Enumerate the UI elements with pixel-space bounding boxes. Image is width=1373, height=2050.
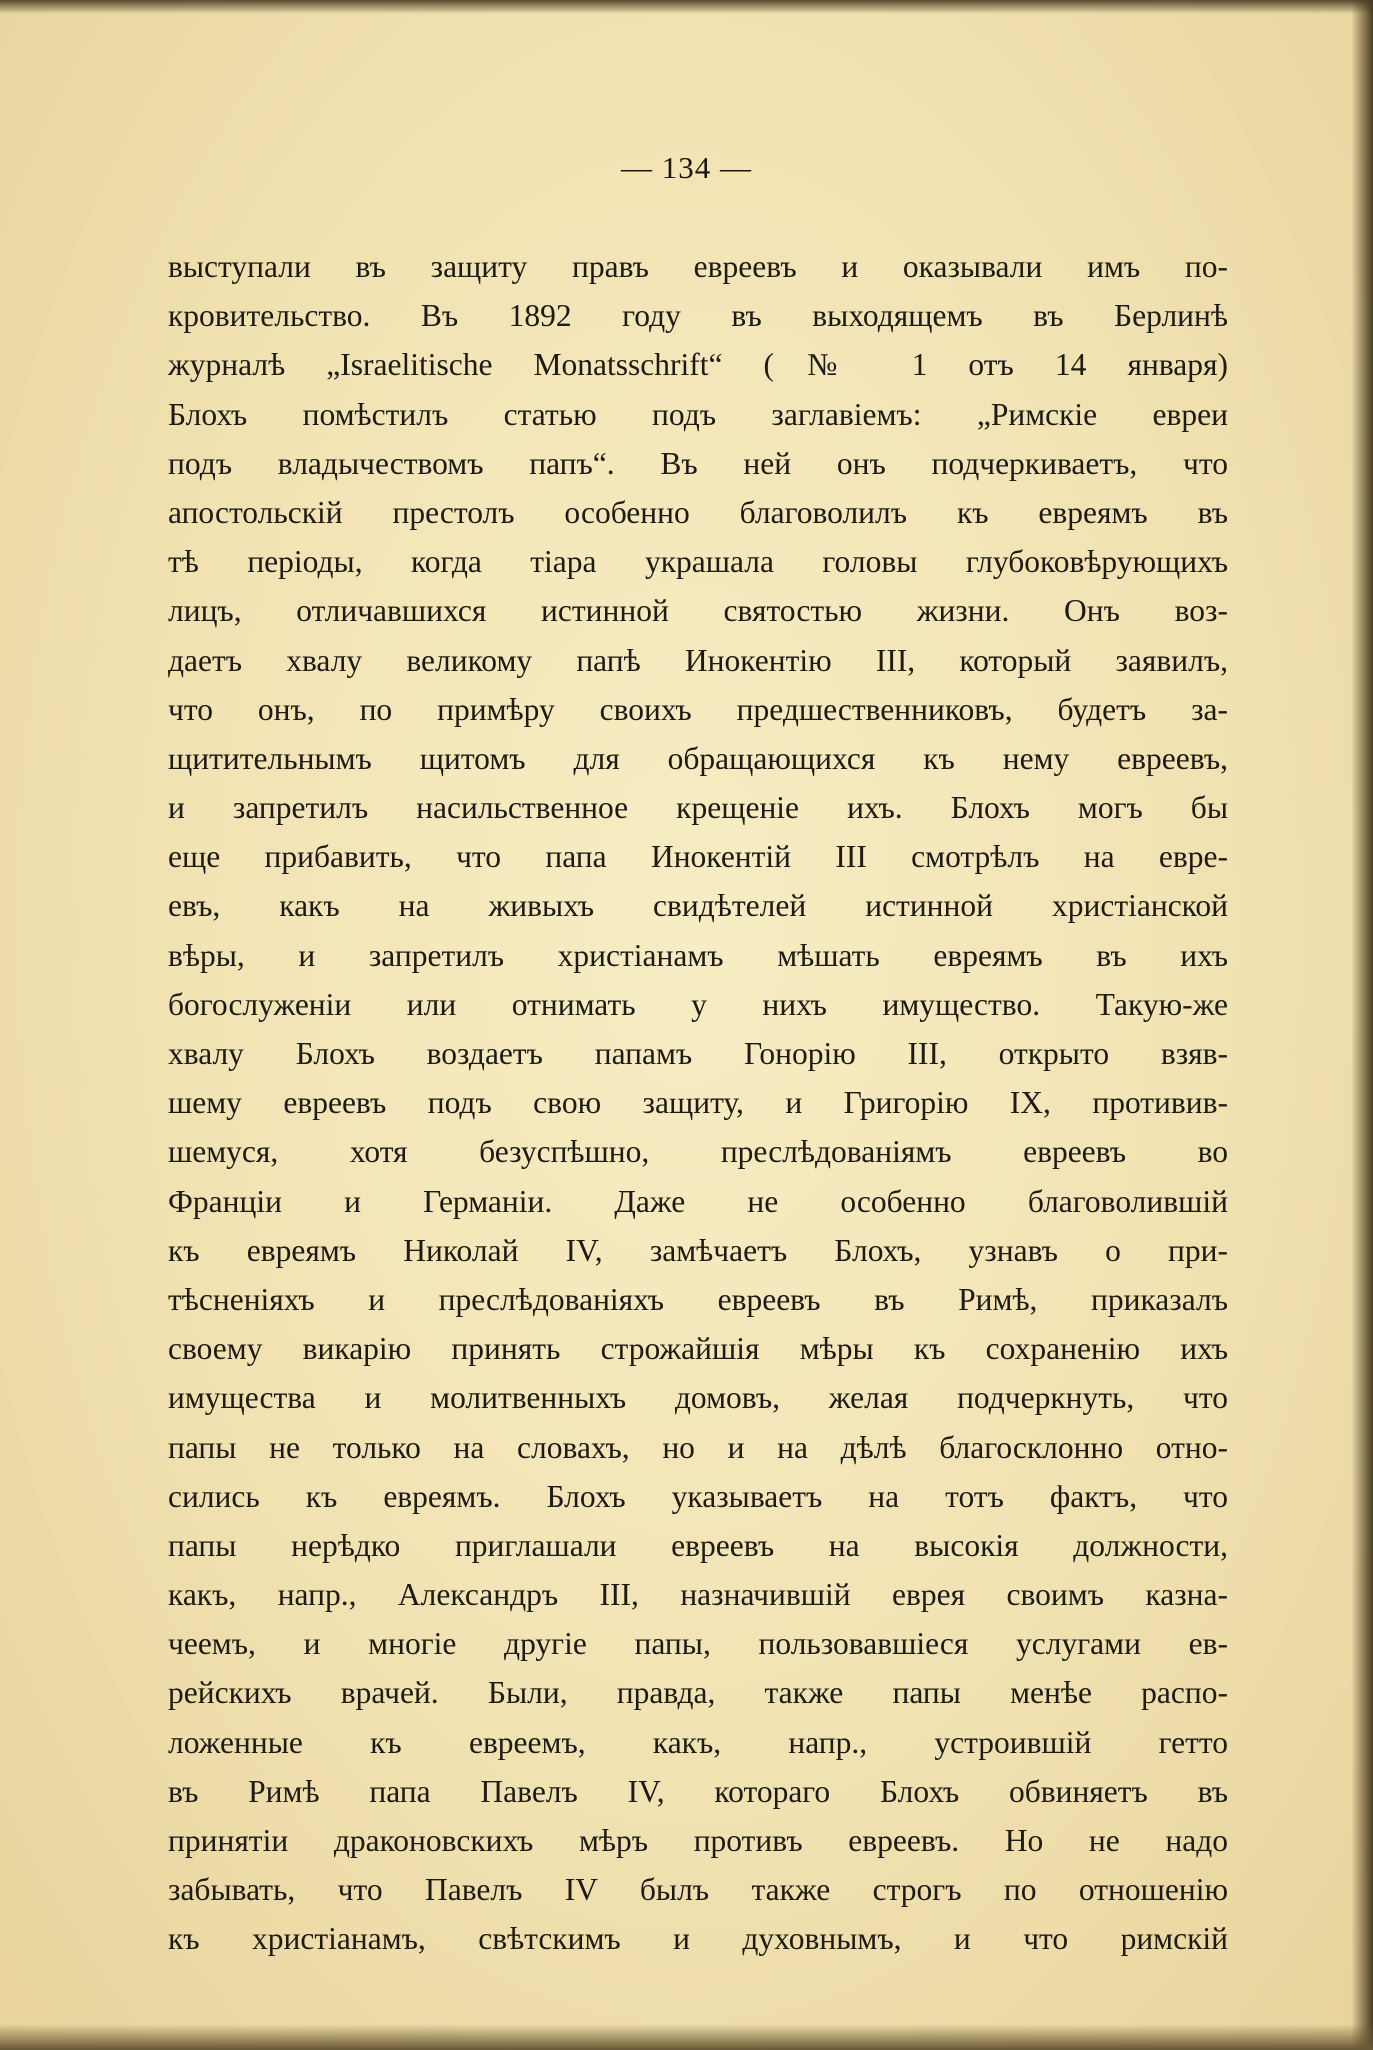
text-line: шему евреевъ подъ свою защиту, и Григорію IX, противив- <box>168 1085 1228 1121</box>
body-text <box>168 242 1228 1964</box>
text-line: подъ владычествомъ папъ“. Въ ней онъ подчеркиваетъ, что <box>168 445 1228 481</box>
text-line: чеемъ, и многіе другіе папы, пользовавшіеся услугами ев- <box>168 1626 1228 1662</box>
text-line: папы не только на словахъ, но и на дѣлѣ благосклонно отно- <box>168 1429 1228 1465</box>
text-line: къ евреямъ Николай IV, замѣчаетъ Блохъ, узнавъ о при- <box>168 1232 1228 1268</box>
text-line: богослуженіи или отнимать у нихъ имущество. Такую-же <box>168 986 1228 1022</box>
text-line: лицъ, отличавшихся истинной святостью жизни. Онъ воз- <box>168 593 1228 629</box>
page-edge-bottom <box>0 2024 1373 2050</box>
text-line: имущества и молитвенныхъ домовъ, желая подчеркнуть, что <box>168 1380 1228 1416</box>
text-line: журналѣ „Israelitische Monatsschrift“ (№ 1 отъ 14 января) <box>168 347 1228 383</box>
page-edge-right <box>1351 0 1373 2050</box>
text-line: апостольскій престолъ особенно благоволилъ къ евреямъ въ <box>168 494 1228 530</box>
text-line: что онъ, по примѣру своихъ предшественниковъ, будетъ за- <box>168 691 1228 727</box>
text-line: къ христіанамъ, свѣтскимъ и духовнымъ, и что римскій <box>168 1921 1228 1957</box>
page-edge-top <box>0 0 1373 14</box>
text-line: щитительнымъ щитомъ для обращающихся къ нему евреевъ, <box>168 740 1228 776</box>
text-line: даетъ хвалу великому папѣ Инокентію III, который заявилъ, <box>168 642 1228 678</box>
text-line: сились къ евреямъ. Блохъ указываетъ на тотъ фактъ, что <box>168 1478 1228 1514</box>
text-line: хвалу Блохъ воздаетъ папамъ Гонорію III, открыто взяв- <box>168 1036 1228 1071</box>
text-line: рейскихъ врачей. Были, правда, также папы менѣе распо- <box>168 1675 1228 1711</box>
text-line: забывать, что Павелъ IV былъ также строгъ по отношенію <box>168 1872 1228 1908</box>
text-line: Франціи и Германіи. Даже не особенно благоволившій <box>168 1183 1228 1219</box>
text-line: своему викарію принять строжайшія мѣры къ сохраненію ихъ <box>168 1331 1228 1367</box>
text-line: шемуся, хотя безуспѣшно, преслѣдованіямъ евреевъ во <box>168 1134 1228 1170</box>
text-line: евъ, какъ на живыхъ свидѣтелей истинной христіанской <box>168 888 1228 924</box>
text-line: тѣсненіяхъ и преслѣдованіяхъ евреевъ въ Римѣ, приказалъ <box>168 1281 1228 1317</box>
text-line: какъ, напр., Александръ III, назначившій еврея своимъ казна- <box>168 1577 1228 1613</box>
text-line: кровительство. Въ 1892 году въ выходящемъ въ Берлинѣ <box>168 298 1228 334</box>
text-line: ложенные къ евреемъ, какъ, напр., устроившій гетто <box>168 1724 1228 1760</box>
text-line: и запретилъ насильственное крещеніе ихъ. Блохъ могъ бы <box>168 790 1228 826</box>
text-line: еще прибавить, что папа Инокентій III смотрѣлъ на евре- <box>168 839 1228 875</box>
text-line: папы нерѣдко приглашали евреевъ на высокія должности, <box>168 1527 1228 1563</box>
text-line: выступали въ защиту правъ евреевъ и оказывали имъ по- <box>168 249 1228 284</box>
text-line: вѣры, и запретилъ христіанамъ мѣшать евреямъ въ ихъ <box>168 937 1228 973</box>
page-number: — 134 — <box>621 150 752 185</box>
text-line: Блохъ помѣстилъ статью подъ заглавіемъ: „Римскіе евреи <box>168 396 1228 432</box>
text-line: принятіи драконовскихъ мѣръ противъ евреевъ. Но не надо <box>168 1823 1228 1858</box>
text-line: тѣ періоды, когда тіара украшала головы глубоковѣрующихъ <box>168 544 1228 580</box>
text-line: въ Римѣ папа Павелъ IV, котораго Блохъ обвиняетъ въ <box>168 1773 1228 1809</box>
